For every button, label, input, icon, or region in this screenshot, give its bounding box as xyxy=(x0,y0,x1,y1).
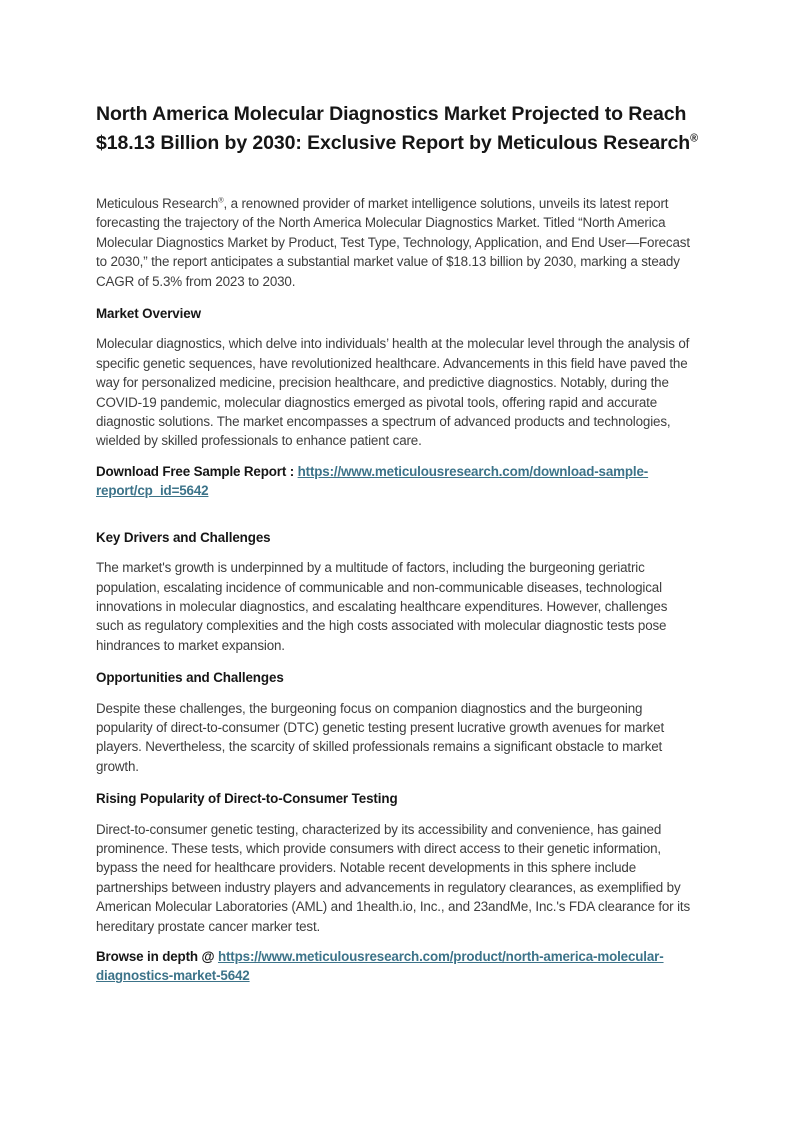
download-sample-line xyxy=(96,462,698,501)
heading-dtc-testing: Rising Popularity of Direct-to-Consumer Testing xyxy=(96,791,398,807)
heading-key-drivers: Key Drivers and Challenges xyxy=(96,529,271,545)
heading-market-overview: Market Overview xyxy=(96,306,201,322)
paragraph-market-overview: Molecular diagnostics, which delve into individuals’ health at the molecular level through the analysis of specific genetic sequences, have revolutionized healthcare. Advancements in this field have paved the way for personalized medicine, precision healthcare, and predictive diagnostics. Notably, during the COVID-19 pandemic, molecular diagnostics emerged as pivotal tools, offering rapid and accurate diagnostic solutions. The market encompasses a spectrum of advanced products and technologies, wielded by skilled professionals to enhance patient care. xyxy=(96,336,690,449)
blank-line-spacer xyxy=(96,512,698,526)
paragraph-key-drivers: The market's growth is underpinned by a multitude of factors, including the burgeoning geriatric population, escalating incidence of communicable and non-communicable diseases, technological innovations in molecular diagnostics, and escalating healthcare expenditures. However, challenges such as regulatory complexities and the high costs associated with molecular diagnostic tests pose hindrances to market expansion. xyxy=(96,560,668,653)
page-title-text: North America Molecular Diagnostics Market Projected to Reach $18.13 Billion by 2030: Exclusive Report by Meticulous Research xyxy=(96,103,691,154)
intro-rest: , a renowned provider of market intelligence solutions, unveils its latest report forecasting the trajectory of the North America Molecular Diagnostics Market. Titled “North America Molecular Diagnostics Market by Product, Test Type, Technology, Application, and End User—Forecast to 2030,” the report anticipates a substantial market value of $18.13 billion by 2030, marking a steady CAGR of 5.3% from 2023 to 2030. xyxy=(96,196,690,289)
browse-in-depth-line xyxy=(96,947,698,986)
page-title xyxy=(96,100,698,158)
download-sample-link[interactable]: https://www.meticulousresearch.com/download-sample-report/cp_id=5642 xyxy=(96,463,649,499)
paragraph-opportunities: Despite these challenges, the burgeoning focus on companion diagnostics and the burgeoning popularity of direct-to-consumer (DTC) genetic testing present lucrative growth avenues for market players. Nevertheless, the scarcity of skilled professionals remains a significant obstacle to market growth. xyxy=(96,700,665,774)
intro-paragraph xyxy=(96,194,698,291)
browse-in-depth-label: Browse in depth @ xyxy=(96,949,215,964)
browse-in-depth-link[interactable]: https://www.meticulousresearch.com/product/north-america-molecular-diagnostics-market-5642 xyxy=(96,949,664,984)
registered-mark-icon: ® xyxy=(218,195,224,205)
paragraph-dtc-testing: Direct-to-consumer genetic testing, characterized by its accessibility and convenience, has gained prominence. These tests, which provide consumers with direct access to their genetic information, bypass the need for healthcare providers. Notable recent developments in this sphere include partnerships between industry players and advancements in regulatory clearances, as exemplified by American Molecular Laboratories (AML) and 1health.io, Inc., and 23andMe, Inc.'s FDA clearance for its hereditary prostate cancer marker test. xyxy=(96,821,691,934)
registered-mark-icon: ® xyxy=(690,132,698,145)
heading-opportunities: Opportunities and Challenges xyxy=(96,670,284,686)
intro-lead: Meticulous Research xyxy=(96,196,219,211)
download-sample-label: Download Free Sample Report : xyxy=(96,463,295,479)
